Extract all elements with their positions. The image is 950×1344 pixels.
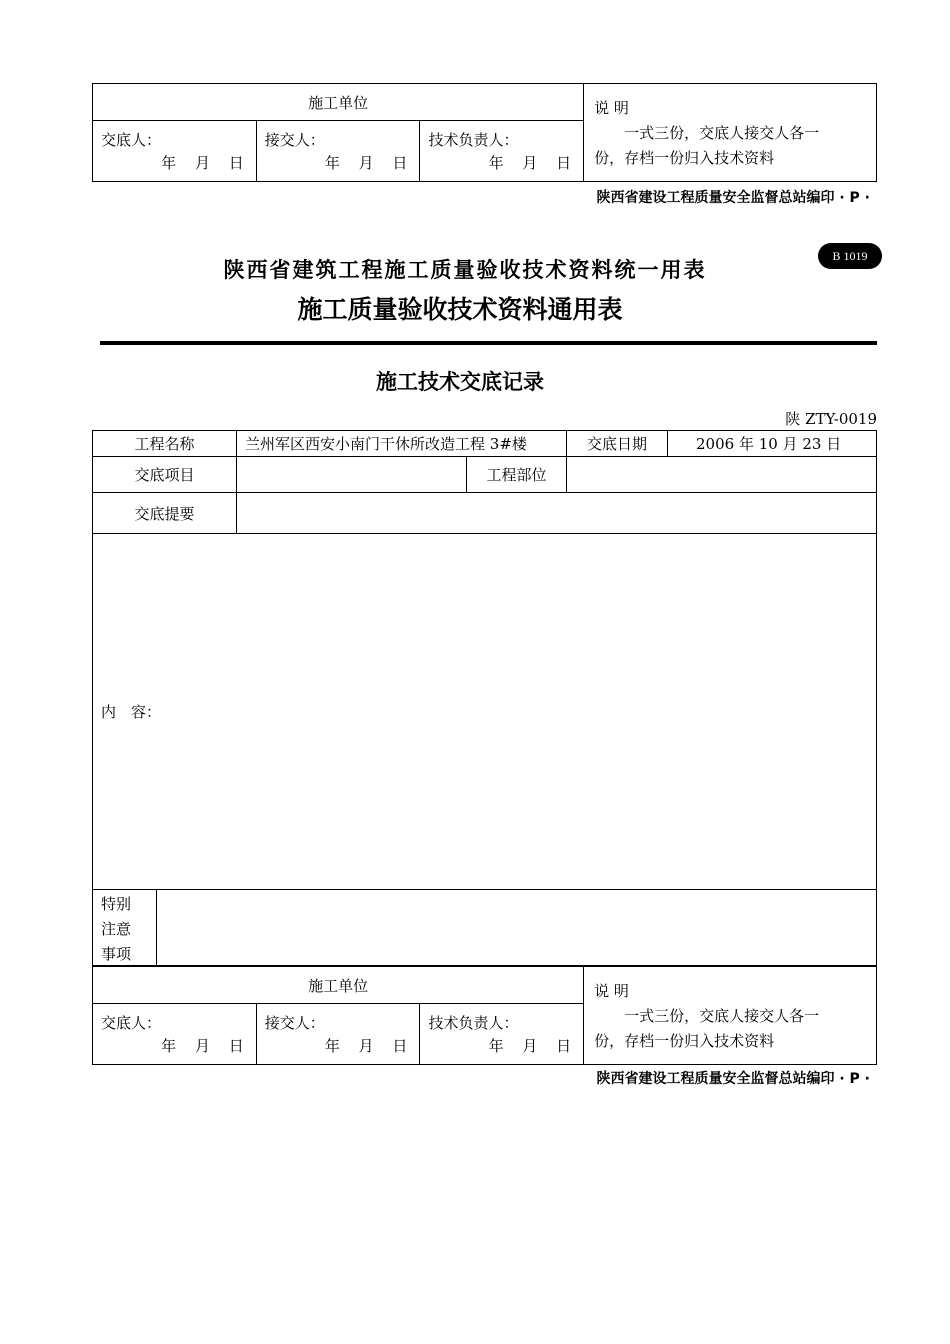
instructions-note	[584, 967, 877, 1065]
handover-date-label: 交底日期	[567, 431, 668, 457]
receiver-label: 接交人：	[264, 131, 325, 149]
note-title: 说 明	[594, 982, 629, 1000]
receiver-label: 接交人：	[264, 1014, 325, 1032]
receiver-cell[interactable]	[256, 121, 420, 182]
summary-value[interactable]	[237, 493, 877, 534]
form-title: 施工技术交底记录	[376, 370, 544, 394]
note-title: 说 明	[594, 99, 629, 117]
receiver-cell[interactable]	[256, 1004, 420, 1065]
special-notes-value[interactable]	[157, 890, 876, 965]
special-notes-label-line-3: 事项	[101, 945, 132, 963]
tech-lead-cell[interactable]	[420, 1004, 584, 1065]
top-signature-table	[92, 83, 877, 182]
date-placeholder: 年 月 日	[324, 154, 410, 172]
special-notes-label-line-2: 注意	[101, 920, 132, 938]
special-notes-label-line-1: 特别	[101, 895, 132, 913]
publisher-footer: 陕西省建设工程质量安全监督总站编印 · P ·	[596, 190, 870, 206]
form-badge: B 1019	[818, 243, 882, 269]
tech-lead-cell[interactable]	[420, 121, 584, 182]
summary-label: 交底提要	[93, 493, 237, 534]
handover-item-value[interactable]	[237, 457, 467, 493]
form-code: 陕 ZTY-0019	[785, 410, 877, 428]
title-divider	[100, 341, 877, 345]
construction-unit-label: 施工单位	[93, 967, 584, 1004]
date-placeholder: 年 月 日	[488, 154, 574, 172]
project-location-label: 工程部位	[467, 457, 567, 493]
special-notes-row	[93, 890, 877, 966]
main-form-table	[92, 430, 877, 966]
tech-lead-label: 技术负责人：	[428, 131, 519, 149]
document-subtitle: 施工质量验收技术资料通用表	[297, 295, 623, 324]
handover-person-label: 交底人：	[101, 1014, 162, 1032]
date-placeholder: 年 月 日	[324, 1037, 410, 1055]
bottom-signature-table	[92, 966, 877, 1065]
project-name-value[interactable]: 兰州军区西安小南门干休所改造工程 3#楼	[237, 431, 567, 457]
instructions-note	[584, 84, 877, 182]
date-placeholder: 年 月 日	[161, 1037, 246, 1055]
content-area[interactable]	[93, 534, 877, 890]
project-name-label: 工程名称	[93, 431, 237, 457]
handover-date-value[interactable]: 2006 年 10 月 23 日	[668, 431, 877, 457]
special-notes-label	[93, 890, 157, 965]
tech-lead-label: 技术负责人：	[428, 1014, 519, 1032]
document-title: 陕西省建筑工程施工质量验收技术资料统一用表	[223, 258, 707, 282]
note-line-1: 一式三份，交底人接交人各一	[624, 1007, 820, 1025]
note-line-1: 一式三份，交底人接交人各一	[624, 124, 820, 142]
note-line-2: 份，存档一份归入技术资料	[594, 149, 775, 167]
project-location-value[interactable]	[567, 457, 877, 493]
handover-person-label: 交底人：	[101, 131, 162, 149]
date-placeholder: 年 月 日	[161, 154, 246, 172]
note-line-2: 份，存档一份归入技术资料	[594, 1032, 775, 1050]
publisher-footer: 陕西省建设工程质量安全监督总站编印 · P ·	[596, 1071, 870, 1087]
handover-item-label: 交底项目	[93, 457, 237, 493]
handover-person-cell[interactable]	[93, 121, 257, 182]
content-label: 内 容：	[101, 703, 162, 721]
construction-unit-label: 施工单位	[93, 84, 584, 121]
date-placeholder: 年 月 日	[488, 1037, 574, 1055]
handover-person-cell[interactable]	[93, 1004, 257, 1065]
